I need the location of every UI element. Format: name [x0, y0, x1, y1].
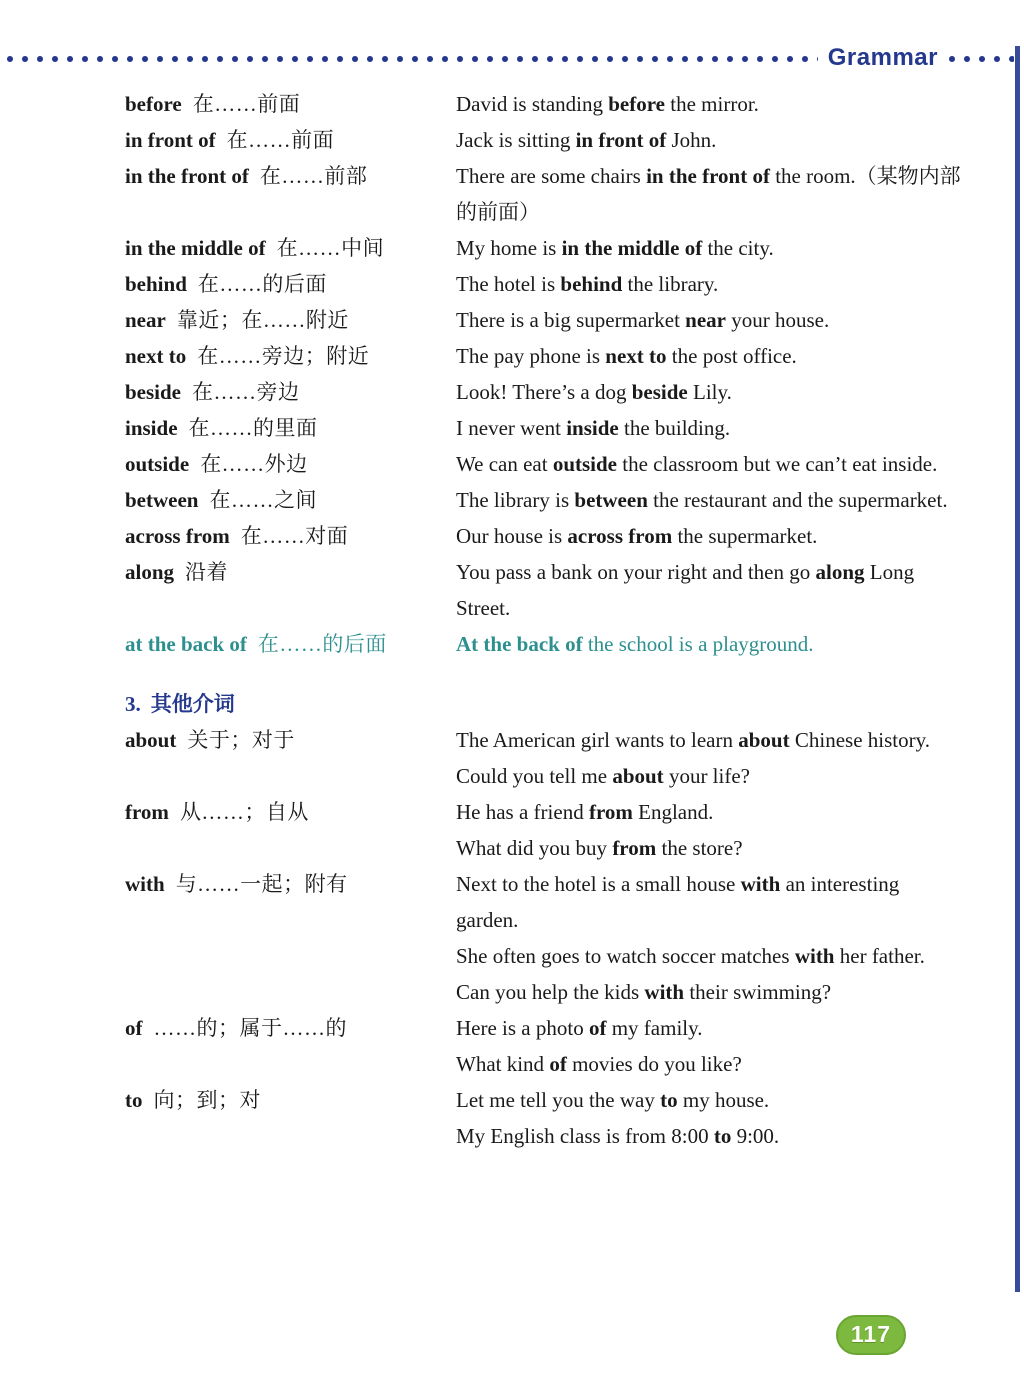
emphasized-preposition: inside	[566, 416, 619, 440]
emphasized-preposition: before	[608, 92, 666, 116]
examples-cell	[456, 158, 961, 230]
emphasized-preposition: of	[588, 1016, 607, 1040]
preposition-term: with	[125, 872, 165, 896]
term-cell	[125, 410, 456, 446]
chinese-meaning: 从……；自从	[179, 800, 309, 824]
preposition-term: of	[125, 1016, 143, 1040]
examples-cell	[456, 866, 961, 1010]
preposition-term: between	[125, 488, 199, 512]
term-cell	[125, 266, 456, 302]
emphasized-preposition: with	[794, 944, 835, 968]
term-cell	[125, 1082, 456, 1154]
preposition-term: beside	[125, 380, 182, 404]
term-cell	[125, 518, 456, 554]
preposition-term: in the front of	[125, 164, 249, 188]
chinese-meaning: 在……的后面	[197, 272, 327, 296]
example-sentence	[456, 1046, 961, 1082]
table-row	[125, 374, 961, 410]
example-sentence	[456, 938, 961, 974]
place-prepositions-list	[125, 86, 961, 662]
examples-cell	[456, 266, 961, 302]
other-prepositions-list	[125, 722, 961, 1154]
grammar-table	[125, 86, 961, 1154]
chinese-meaning: 向；到；对	[153, 1088, 261, 1112]
example-sentence	[456, 122, 961, 158]
emphasized-preposition: with	[740, 872, 781, 896]
sentence-text: movies do you like?	[566, 1052, 742, 1076]
table-row	[125, 86, 961, 122]
sentence-text: The American girl wants to learn	[456, 728, 739, 752]
example-sentence	[456, 974, 961, 1010]
example-sentence	[456, 86, 961, 122]
sentence-text: Can you help the kids	[456, 980, 645, 1004]
table-row	[125, 302, 961, 338]
sentence-text: the store?	[656, 836, 743, 860]
chinese-meaning: 与……一起；附有	[175, 872, 348, 896]
emphasized-preposition: across from	[567, 524, 673, 548]
sentence-text: the post office.	[666, 344, 797, 368]
emphasized-preposition: with	[644, 980, 685, 1004]
preposition-term: in front of	[125, 128, 216, 152]
sentence-text: the restaurant and the supermarket.	[647, 488, 948, 512]
sentence-text: Let me tell you the way	[456, 1088, 661, 1112]
table-row	[125, 626, 961, 662]
example-sentence	[456, 794, 961, 830]
examples-cell	[456, 626, 961, 662]
table-row	[125, 446, 961, 482]
table-row	[125, 230, 961, 266]
chinese-meaning: 在……前面	[192, 92, 301, 116]
sentence-text: 9:00.	[731, 1124, 780, 1148]
chinese-meaning: 在……中间	[276, 236, 385, 260]
sentence-text: your life?	[663, 764, 750, 788]
term-cell	[125, 158, 456, 230]
sentence-text: your house.	[726, 308, 830, 332]
table-row	[125, 1082, 961, 1154]
dotted-rule-left	[6, 55, 818, 63]
sentence-text: her father.	[834, 944, 925, 968]
table-row	[125, 518, 961, 554]
emphasized-preposition: between	[574, 488, 648, 512]
term-cell	[125, 626, 456, 662]
chinese-meaning: 靠近；在……附近	[176, 308, 349, 332]
chinese-meaning: 在……之间	[209, 488, 317, 512]
section-number: 3.	[125, 692, 141, 716]
emphasized-preposition: to	[660, 1088, 678, 1112]
example-sentence	[456, 1082, 961, 1118]
chinese-meaning: 在……前面	[226, 128, 335, 152]
emphasized-preposition: behind	[560, 272, 623, 296]
sentence-text: the classroom but we can’t eat inside.	[617, 452, 938, 476]
preposition-term: inside	[125, 416, 178, 440]
term-cell	[125, 122, 456, 158]
preposition-term: behind	[125, 272, 187, 296]
section-heading	[125, 686, 961, 722]
sentence-text: the room.（某物内部的前面）	[456, 164, 961, 224]
emphasized-preposition: in the middle of	[561, 236, 703, 260]
sentence-text: the building.	[618, 416, 731, 440]
chinese-meaning: 关于；对于	[187, 728, 295, 752]
sentence-text: Could you tell me	[456, 764, 613, 788]
examples-cell	[456, 794, 961, 866]
preposition-term: outside	[125, 452, 190, 476]
sentence-text: We can eat	[456, 452, 553, 476]
sentence-text: I never went	[456, 416, 567, 440]
sentence-text: He has a friend	[456, 800, 589, 824]
sentence-text: their swimming?	[684, 980, 832, 1004]
preposition-term: next to	[125, 344, 187, 368]
term-cell	[125, 446, 456, 482]
examples-cell	[456, 410, 961, 446]
emphasized-preposition: from	[612, 836, 657, 860]
sentence-text: Chinese history.	[789, 728, 930, 752]
term-cell	[125, 338, 456, 374]
table-row	[125, 866, 961, 1010]
examples-cell	[456, 722, 961, 794]
emphasized-preposition: beside	[631, 380, 688, 404]
chinese-meaning: 在……外边	[200, 452, 308, 476]
sentence-text: She often goes to watch soccer matches	[456, 944, 795, 968]
example-sentence	[456, 1118, 961, 1154]
example-sentence	[456, 374, 961, 410]
sentence-text: the city.	[702, 236, 774, 260]
examples-cell	[456, 518, 961, 554]
sentence-text: England.	[632, 800, 714, 824]
table-row	[125, 158, 961, 230]
emphasized-preposition: of	[549, 1052, 567, 1076]
preposition-term: about	[125, 728, 177, 752]
table-row	[125, 266, 961, 302]
preposition-term: near	[125, 308, 166, 332]
examples-cell	[456, 230, 961, 266]
example-sentence	[456, 866, 961, 938]
sentence-text: The library is	[456, 488, 575, 512]
chinese-meaning: 在……旁边	[192, 380, 300, 404]
example-sentence	[456, 446, 961, 482]
example-sentence	[456, 338, 961, 374]
emphasized-preposition: in the front of	[646, 164, 770, 188]
sentence-text: John.	[666, 128, 717, 152]
emphasized-preposition: near	[685, 308, 726, 332]
emphasized-preposition: from	[588, 800, 633, 824]
preposition-term: before	[125, 92, 182, 116]
examples-cell	[456, 122, 961, 158]
examples-cell	[456, 554, 961, 626]
chinese-meaning: 沿着	[185, 560, 229, 584]
section-title: 其他介词	[150, 692, 235, 716]
term-cell	[125, 1010, 456, 1082]
examples-cell	[456, 338, 961, 374]
examples-cell	[456, 446, 961, 482]
example-sentence	[456, 266, 961, 302]
example-sentence	[456, 518, 961, 554]
example-sentence	[456, 722, 961, 758]
emphasized-preposition: next to	[605, 344, 667, 368]
sentence-text: My English class is from 8:00	[456, 1124, 714, 1148]
emphasized-preposition: outside	[552, 452, 618, 476]
sentence-text: the library.	[622, 272, 719, 296]
table-row	[125, 410, 961, 446]
chinese-meaning: 在……旁边；附近	[197, 344, 370, 368]
emphasized-preposition: At the back of	[456, 632, 583, 656]
sentence-text: Jack is sitting	[456, 128, 576, 152]
sentence-text: The hotel is	[456, 272, 561, 296]
sentence-text: You pass a bank on your right and then go	[456, 560, 816, 584]
term-cell	[125, 482, 456, 518]
example-sentence	[456, 410, 961, 446]
table-row	[125, 1010, 961, 1082]
sentence-text: my family.	[606, 1016, 703, 1040]
sentence-text: Here is a photo	[456, 1016, 589, 1040]
emphasized-preposition: to	[713, 1124, 732, 1148]
sentence-text: the school is a playground.	[582, 632, 814, 656]
example-sentence	[456, 626, 961, 662]
example-sentence	[456, 1010, 961, 1046]
sentence-text: Look! There’s a dog	[456, 380, 632, 404]
example-sentence	[456, 830, 961, 866]
term-cell	[125, 866, 456, 1010]
table-row	[125, 338, 961, 374]
chinese-meaning: 在……的里面	[188, 416, 318, 440]
sentence-text: an interesting garden.	[456, 872, 900, 932]
page-number-badge: 117	[836, 1315, 906, 1355]
term-cell	[125, 86, 456, 122]
sentence-text: Long Street.	[456, 560, 915, 620]
sentence-text: What kind	[456, 1052, 550, 1076]
examples-cell	[456, 86, 961, 122]
example-sentence	[456, 482, 961, 518]
sentence-text: Next to the hotel is a small house	[456, 872, 741, 896]
term-cell	[125, 554, 456, 626]
emphasized-preposition: about	[612, 764, 664, 788]
table-row	[125, 122, 961, 158]
preposition-term: to	[125, 1088, 143, 1112]
example-sentence	[456, 554, 961, 626]
example-sentence	[456, 230, 961, 266]
sentence-text: There are some chairs	[456, 164, 647, 188]
example-sentence	[456, 758, 961, 794]
examples-cell	[456, 482, 961, 518]
chinese-meaning: 在……前部	[259, 164, 368, 188]
sentence-text: Our house is	[456, 524, 568, 548]
examples-cell	[456, 302, 961, 338]
emphasized-preposition: in front of	[575, 128, 667, 152]
dotted-rule-right	[948, 55, 1014, 63]
examples-cell	[456, 1010, 961, 1082]
example-sentence	[456, 158, 961, 230]
chinese-meaning: 在……对面	[240, 524, 349, 548]
chinese-meaning: ……的；属于……的	[153, 1016, 347, 1040]
page-edge-bar	[1015, 46, 1020, 1292]
preposition-term: along	[125, 560, 175, 584]
term-cell	[125, 722, 456, 794]
table-row	[125, 794, 961, 866]
sentence-text: the supermarket.	[672, 524, 818, 548]
page-title: Grammar	[827, 44, 938, 71]
emphasized-preposition: about	[738, 728, 790, 752]
sentence-text: David is standing	[456, 92, 609, 116]
sentence-text: What did you buy	[456, 836, 613, 860]
examples-cell	[456, 1082, 961, 1154]
sentence-text: my house.	[677, 1088, 770, 1112]
term-cell	[125, 302, 456, 338]
table-row	[125, 554, 961, 626]
chinese-meaning: 在……的后面	[257, 632, 387, 656]
sentence-text: the mirror.	[665, 92, 759, 116]
example-sentence	[456, 302, 961, 338]
preposition-term: from	[125, 800, 169, 824]
sentence-text: The pay phone is	[456, 344, 606, 368]
term-cell	[125, 794, 456, 866]
preposition-term: in the middle of	[125, 236, 266, 260]
table-row	[125, 482, 961, 518]
term-cell	[125, 230, 456, 266]
sentence-text: There is a big supermarket	[456, 308, 686, 332]
table-row	[125, 722, 961, 794]
term-cell	[125, 374, 456, 410]
examples-cell	[456, 374, 961, 410]
emphasized-preposition: along	[815, 560, 865, 584]
grammar-header	[6, 46, 1014, 72]
sentence-text: My home is	[456, 236, 562, 260]
sentence-text: Lily.	[687, 380, 732, 404]
preposition-term: across from	[125, 524, 230, 548]
preposition-term: at the back of	[125, 632, 247, 656]
